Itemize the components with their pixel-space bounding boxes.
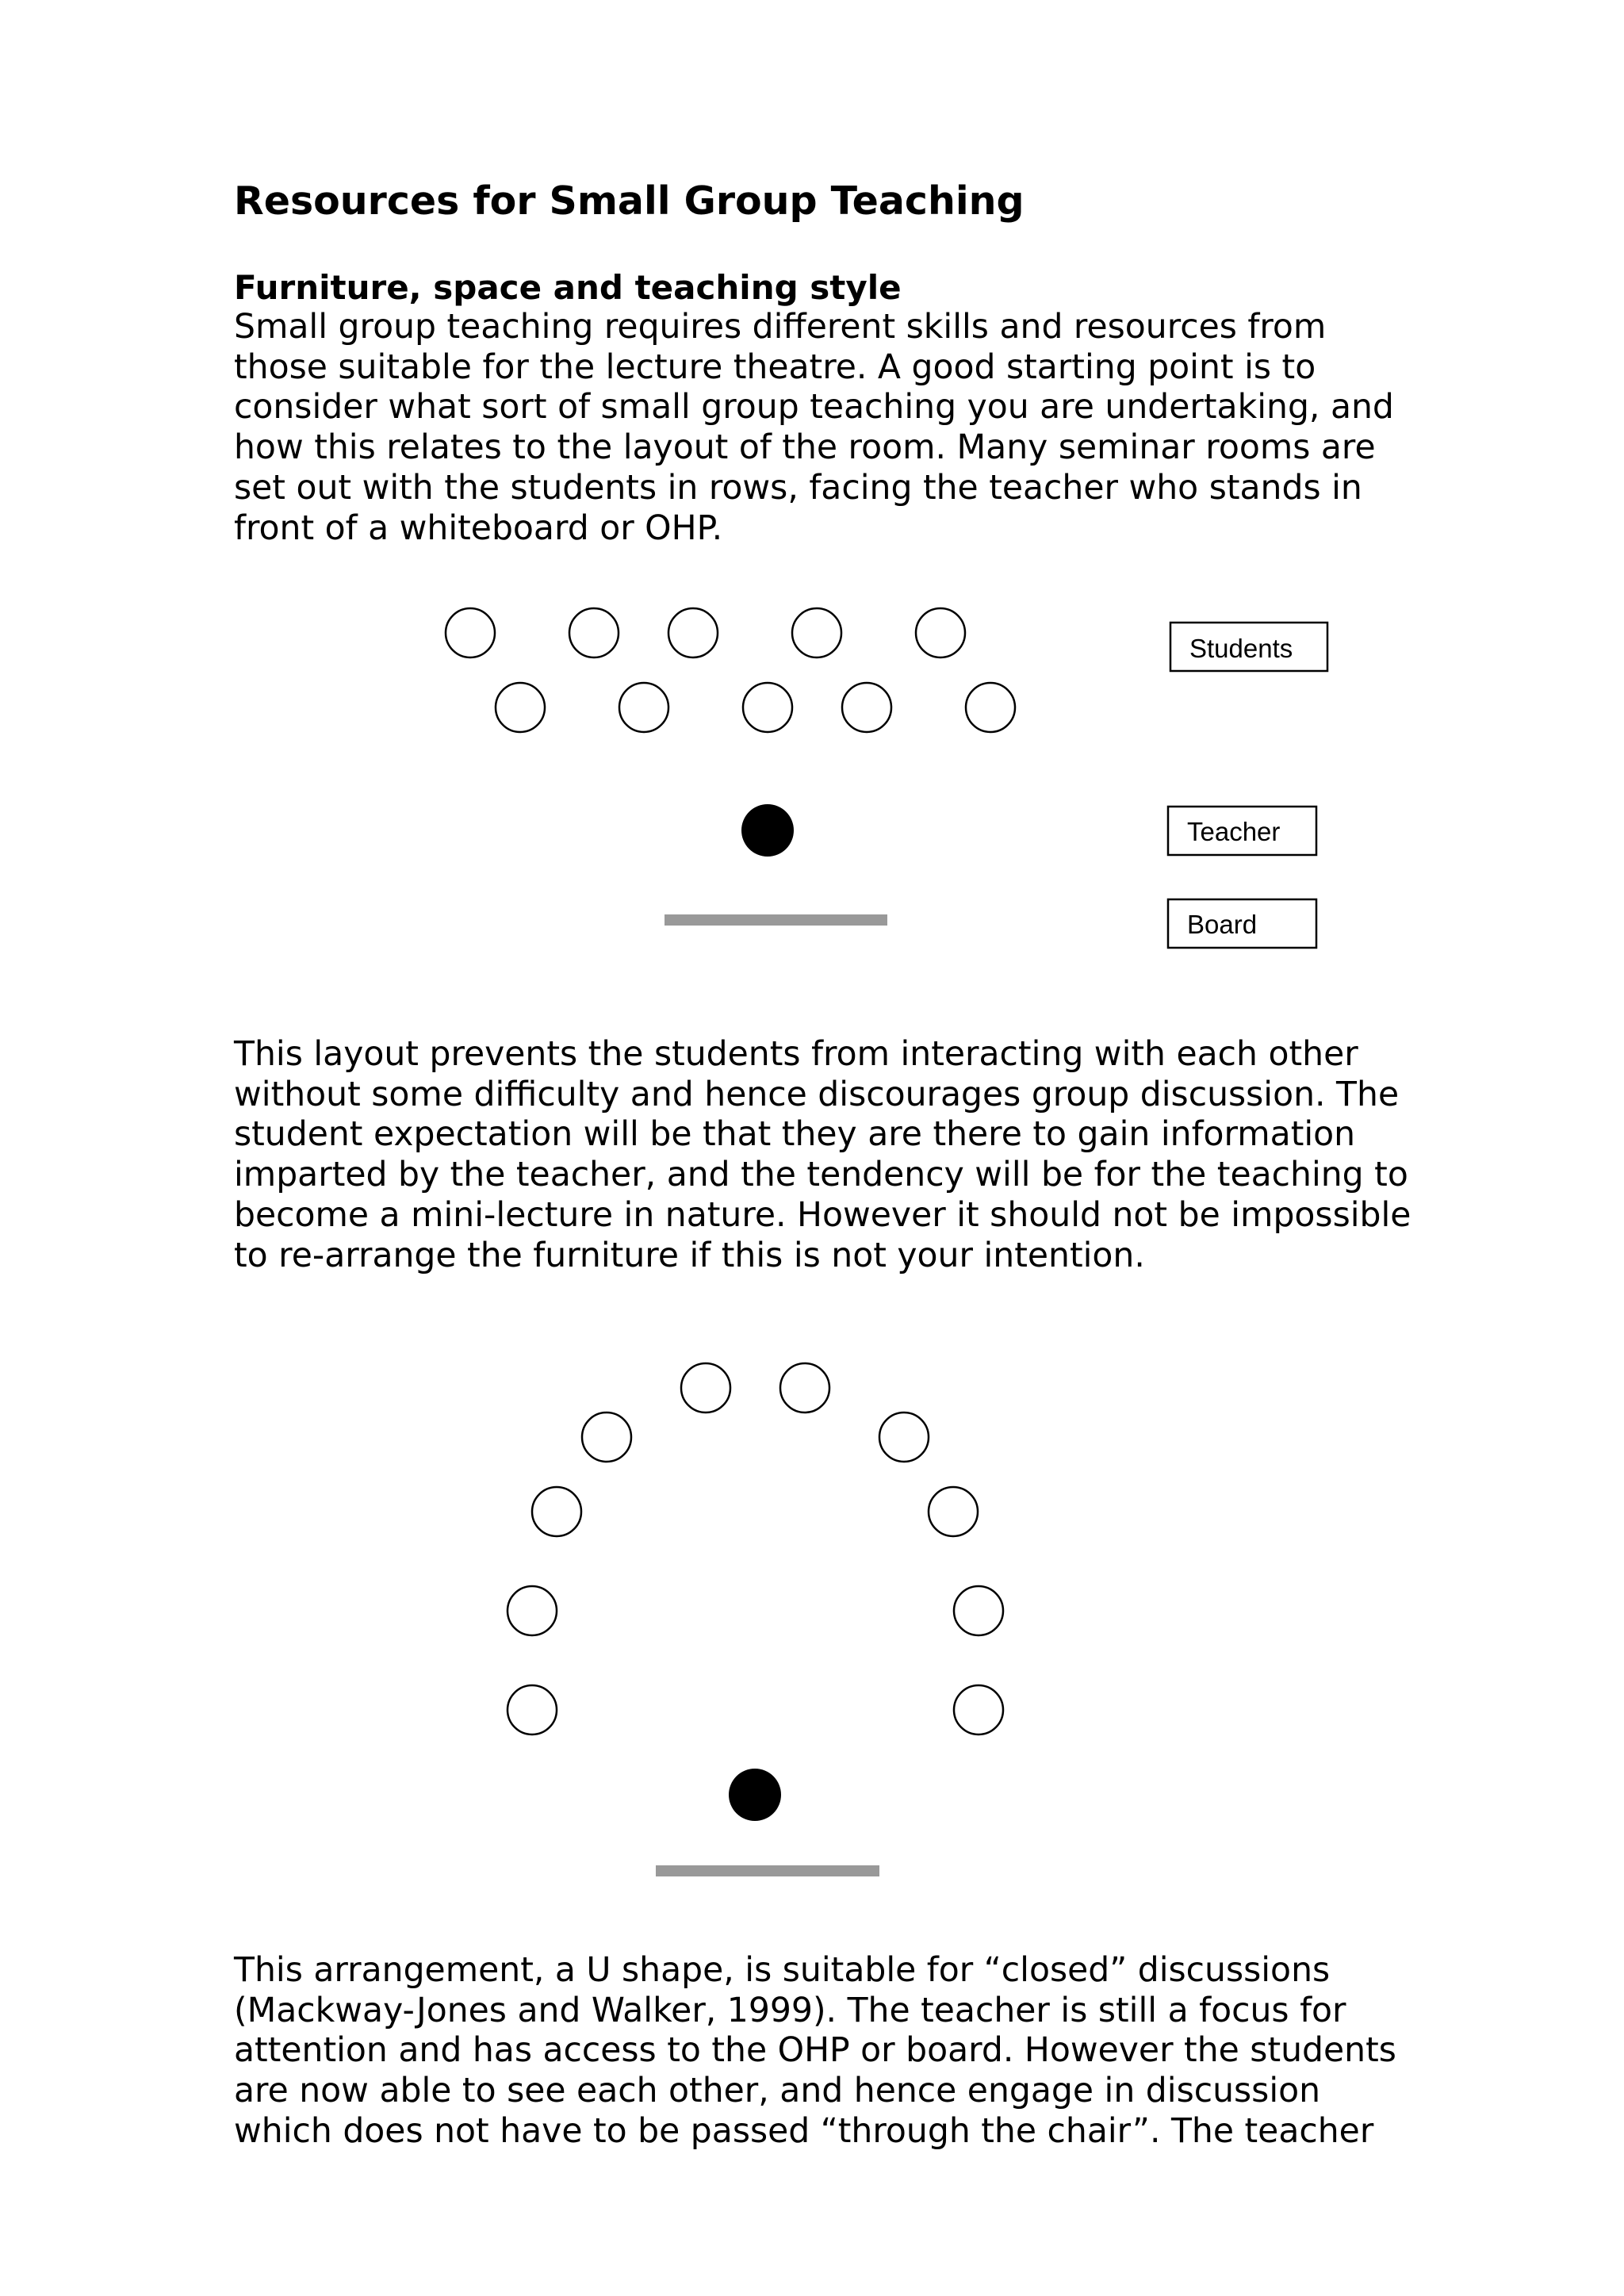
legend-board-label: Board [1187,910,1258,939]
paragraph-intro [234,308,1394,549]
student-seat [681,1363,730,1412]
paragraph-line: consider what sort of small group teaching you are undertaking, and [234,388,1394,427]
paragraph-line: which does not have to be passed “through the chair”. The teacher [234,2111,1374,2151]
student-seat [668,608,718,657]
student-seat [879,1412,929,1462]
u-shape-layout-diagram [0,1340,1624,1880]
section-heading: Furniture, space and teaching style [234,268,902,307]
student-seat [792,608,841,657]
student-seat [619,683,668,732]
student-seat [966,683,1015,732]
paragraph-line: become a mini-lecture in nature. However it should not be impossible [234,1195,1411,1235]
rows-layout-diagram [0,595,1624,968]
student-seat [496,683,545,732]
teacher-marker [741,804,794,857]
paragraph-line: (Mackway-Jones and Walker, 1999). The teacher is still a focus for [234,1991,1346,2030]
paragraph-line: imparted by the teacher, and the tendency will be for the teaching to [234,1156,1408,1195]
document-title: Resources for Small Group Teaching [234,178,1025,224]
legend-teacher [1168,807,1316,855]
student-seat [532,1487,581,1536]
student-seats-row-back [496,683,1015,732]
legend [1168,623,1327,948]
student-seat [929,1487,978,1536]
paragraph-line: how this relates to the layout of the room. Many seminar rooms are [234,428,1376,468]
paragraph-line: student expectation will be that they are there to gain information [234,1115,1356,1155]
student-seats-u-shape [508,1363,1003,1734]
paragraph-line: without some difficulty and hence discourages group discussion. The [234,1075,1400,1114]
teacher-marker [729,1769,781,1821]
paragraph-line: set out with the students in rows, facing the teacher who stands in [234,468,1362,508]
legend-board [1168,899,1316,948]
paragraph-u-shape-explanation [234,1951,1396,2152]
student-seat [508,1685,557,1734]
paragraph-line: This arrangement, a U shape, is suitable for “closed” discussions [234,1951,1331,1990]
paragraph-line: attention and has access to the OHP or board. However the students [234,2031,1396,2071]
student-seat [743,683,792,732]
student-seat [954,1586,1003,1635]
board-marker [656,1865,879,1876]
student-seat [508,1586,557,1635]
student-seat [582,1412,631,1462]
legend-students [1170,623,1327,671]
paragraph-line: are now able to see each other, and hence engage in discussion [234,2072,1321,2111]
student-seats-row-front [446,608,965,657]
student-seat [916,608,965,657]
paragraph-rows-explanation [234,1035,1411,1276]
legend-students-label: Students [1189,634,1293,663]
student-seat [780,1363,829,1412]
student-seat [954,1685,1003,1734]
student-seat [569,608,619,657]
paragraph-line: front of a whiteboard or OHP. [234,508,723,548]
legend-teacher-label: Teacher [1187,817,1281,846]
paragraph-line: to re-arrange the furniture if this is not your intention. [234,1236,1145,1275]
student-seat [842,683,891,732]
board-marker [665,914,887,926]
paragraph-line: Small group teaching requires different skills and resources from [234,308,1327,347]
student-seat [446,608,495,657]
paragraph-line: those suitable for the lecture theatre. A good starting point is to [234,347,1316,387]
paragraph-line: This layout prevents the students from interacting with each other [234,1035,1358,1074]
